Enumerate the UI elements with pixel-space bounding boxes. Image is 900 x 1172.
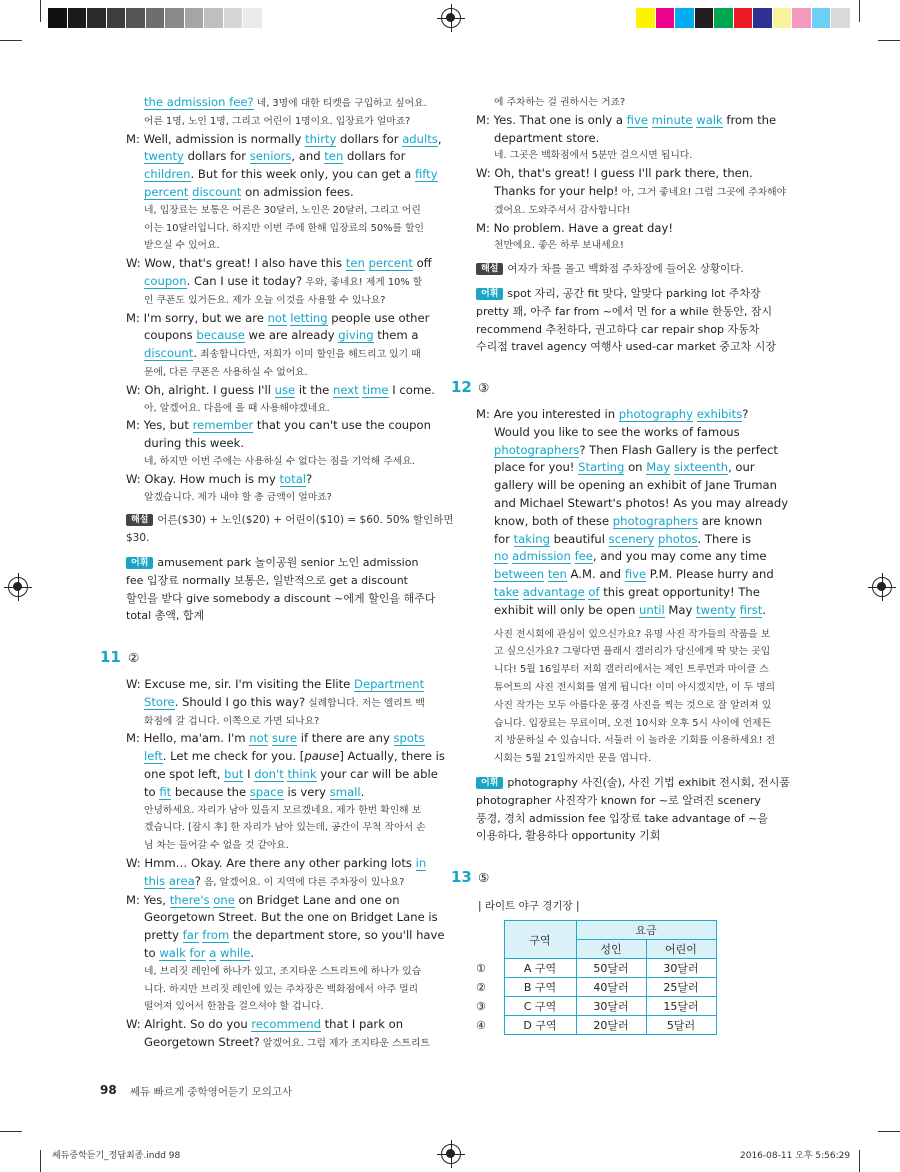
grayscale-bar [48, 8, 263, 28]
translation-line: 튜어트의 사진 전시회를 열게 됩니다! 이미 아시겠지만, 이 두 명의 [494, 681, 776, 693]
translation-line: 천만에요. 좋은 하루 보내세요! [494, 240, 624, 252]
dialogue-line: W: Okay. How much is my total? [126, 471, 313, 486]
dialogue-line: between ten A.M. and five P.M. Please hurry and [494, 567, 774, 582]
crop-mark [859, 1150, 860, 1172]
vocabulary: pretty 꽤, 아주 far from ~에서 먼 for a while 한동안, 잠시 [476, 304, 773, 318]
dialogue-line: department store. [494, 130, 600, 145]
dialogue-line: M: Well, admission is normally thirty dollars for adults, [126, 131, 442, 146]
dialogue-line: children. But for this week only, you can get a fifty [144, 167, 438, 182]
translation-line: 습니다. 입장료는 무료이며, 오전 10시와 오후 5시 사이에 언제든 [494, 717, 771, 729]
answer-12: ③ [478, 380, 490, 395]
right-column [476, 94, 787, 356]
table-row: ② B 구역 40달러 25달러 [476, 978, 716, 997]
vocabulary: 어휘 photography 사진(술), 사진 기법 exhibit 전시회, 전시품 [476, 774, 776, 792]
question-number-12: 12 [451, 378, 472, 396]
translation-line: 네, 입장료는 보통은 어른은 30달러, 노인은 20달러, 그리고 어린 [144, 204, 421, 216]
registration-mark-left [8, 577, 28, 597]
translation-line: 시회는 5월 21일까지만 문을 엽니다. [494, 753, 652, 765]
vocabulary: 어휘 amusement park 놀이공원 senior 노인 admission [126, 554, 426, 572]
translation-line: 화점에 갈 겁니다. 이쪽으로 가면 되나요? [144, 715, 320, 727]
dialogue-line: percent discount on admission fees. [144, 184, 354, 199]
explanation: 해설 어른($30) + 노인($20) + 어린이($10) = $60. 50% 할인하면 [126, 512, 426, 530]
vocabulary: 이용하다, 활용하다 opportunity 기회 [476, 829, 661, 843]
dialogue-line: during this week. [144, 436, 245, 451]
fee-table [476, 920, 717, 1035]
dialogue-line: W: Wow, that's great! I also have this ten percent off [126, 256, 432, 271]
vocabulary-badge: 어휘 [476, 288, 503, 300]
dialogue-line: M: No problem. Have a great day! [476, 220, 673, 235]
crop-mark [0, 40, 22, 41]
crop-mark [878, 1131, 900, 1132]
translation-line: 이는 10달러입니다. 하지만 이번 주에 한해 입장료의 50%를 할인 [144, 222, 424, 234]
q12-monologue [476, 406, 790, 845]
translation-line: 받으실 수 있어요. [144, 240, 220, 252]
dialogue-line: coupons because we are already giving them a [144, 328, 419, 343]
translation-line: 문에, 다른 쿠폰은 사용하실 수 없어요. [144, 366, 308, 378]
registration-mark-bottom [441, 1144, 461, 1164]
question-number-13: 13 [451, 868, 472, 886]
crop-mark [878, 40, 900, 41]
answer-11: ② [128, 650, 140, 665]
dialogue-line: Georgetown Street? 알겠어요. 그럼 제가 조지타운 스트리트 [144, 1034, 430, 1049]
dialogue-line: take advantage of this great opportunity! The [494, 584, 760, 599]
question-number-11: 11 [100, 648, 121, 666]
explanation: 해설 여자가 차를 몰고 백화점 주차장에 들어온 상황이다. [476, 261, 776, 279]
dialogue-line: M: I'm sorry, but we are not letting people use other [126, 310, 430, 325]
dialogue-line: pretty far from the department store, so you'll have [144, 928, 445, 943]
translation-line: 에 주차하는 걸 권하시는 거죠? [494, 97, 626, 108]
vocabulary: 수리점 travel agency 여행사 used-car market 중고차 시장 [476, 340, 777, 354]
translation-line: 님 차는 들어갈 수 없을 것 같아요. [144, 840, 289, 852]
translation-line: 네. 그곳은 백화점에서 5분만 걸으시면 됩니다. [494, 150, 693, 162]
translation-line: 안녕하세요. 자리가 남아 있을지 모르겠네요. 제가 한번 확인해 보 [144, 804, 422, 816]
vocabulary: recommend 추천하다, 권고하다 car repair shop 자동차 [476, 322, 760, 336]
translation-line: 인 쿠폰도 있거든요. 제가 오늘 이것을 사용할 수 있나요? [144, 294, 386, 306]
dialogue-line: the admission fee? 네, 3명에 대한 티켓을 구입하고 싶어요. [144, 95, 427, 109]
dialogue-line: Thanks for your help! 아, 그거 좋네요! 그럼 그곳에 주차해야 [494, 183, 787, 198]
vocabulary-badge: 어휘 [126, 557, 153, 569]
dialogue-line: Georgetown Street. But the one on Bridget Lane is [144, 910, 438, 925]
translation-line: 니다! 5월 16일부터 저희 갤러리에서는 제인 트루먼과 마이클 스 [494, 664, 769, 676]
translation-line: 지 방문하실 수 있습니다. 서둘러 이 놀라운 기회를 이용하세요! 전 [494, 735, 776, 747]
dialogue-line: gallery will be opening an exhibit of Jane Truman [494, 478, 778, 493]
color-bar [636, 8, 851, 28]
dialogue-line: W: Oh, that's great! I guess I'll park there, then. [476, 166, 753, 181]
table-row: ① A 구역 50달러 30달러 [476, 959, 716, 978]
explanation-badge: 해설 [126, 514, 153, 526]
dialogue-line: place for you! Starting on May sixteenth, our [494, 460, 755, 475]
crop-mark [859, 0, 860, 22]
table-row: ③ C 구역 30달러 15달러 [476, 997, 716, 1016]
file-name: 쎄듀중학듣기_정답최종.indd 98 [52, 1151, 181, 1161]
vocabulary: 어휘 spot 자리, 공간 fit 맞다, 알맞다 parking lot 주차장 [476, 285, 776, 303]
dialogue-line: M: Are you interested in photography exhibits? [476, 407, 749, 421]
explanation: $30. [126, 532, 150, 545]
dialogue-line: M: Yes, but remember that you can't use the coupon [126, 418, 431, 433]
translation-line: 떨어져 있어서 한참을 걸으셔야 할 겁니다. [144, 1001, 324, 1013]
book-title: 쎄듀 빠르게 중학영어듣기 모의고사 [130, 1086, 293, 1098]
dialogue-line: W: Hmm… Okay. Are there any other parking lots in [126, 855, 427, 870]
translation-line: 알겠습니다. 제가 내야 할 총 금액이 얼마죠? [144, 491, 332, 503]
dialogue-line: M: Yes. That one is only a five minute walk from the [476, 112, 777, 127]
dialogue-line: exhibit will only be open until May twenty first. [494, 602, 766, 617]
table-row: ④ D 구역 20달러 5달러 [476, 1016, 716, 1035]
vocabulary: 풍경, 경치 admission fee 입장료 take advantage of ~을 [476, 811, 768, 825]
q11-dialogue [126, 676, 445, 1053]
crop-mark [40, 0, 41, 22]
crop-mark [0, 1131, 22, 1132]
header-adult: 성인 [576, 940, 646, 959]
header-child: 어린이 [646, 940, 716, 959]
dialogue-line: photographers? Then Flash Gallery is the perfect [494, 442, 778, 457]
vocabulary: photographer 사진작가 known for ~로 알려진 scenery [476, 793, 761, 807]
answer-13: ⑤ [478, 870, 490, 885]
vocabulary: total 총액, 합계 [126, 609, 205, 623]
translation-line: 고 싶으신가요? 그렇다면 플래시 갤러리가 당신에게 딱 맞는 곳입 [494, 646, 771, 658]
translation-line: 사진 작가는 모두 아름다운 풍경 사진을 찍는 것으로 잘 알려져 있 [494, 699, 772, 711]
dialogue-line: know, both of these photographers are known [494, 513, 763, 528]
dialogue-line: left. Let me check for you. [pause] Actually, there is [144, 749, 445, 764]
dialogue-line: no admission fee, and you may come any time [494, 549, 767, 564]
translation-line: 어른 1명, 노인 1명, 그리고 어린이 1명이요. 입장료가 얼마죠? [144, 115, 411, 127]
dialogue-line: to walk for a while. [144, 945, 255, 960]
dialogue-line: M: Yes, there's one on Bridget Lane and one on [126, 892, 400, 907]
registration-mark-top [441, 8, 461, 28]
crop-mark [40, 1150, 41, 1172]
translation-line: 겠습니다. [잠시 후] 한 자리가 남아 있는데, 공간이 무척 작아서 손 [144, 822, 426, 834]
dialogue-line: discount. 죄송합니다만, 저희가 이미 할인을 해드리고 있기 때 [144, 346, 421, 361]
dialogue-line: W: Alright. So do you recommend that I park on [126, 1017, 404, 1032]
translation-line: 겠어요. 도와주셔서 감사합니다! [494, 204, 631, 216]
dialogue-line: coupon. Can I use it today? 우와, 좋네요! 제게 10% 할 [144, 273, 423, 288]
translation-line: 아, 알겠어요. 다음에 올 때 사용해야겠네요. [144, 402, 330, 414]
dialogue-line: this area? 음, 알겠어요. 이 지역에 다른 주차장이 있나요? [144, 873, 405, 888]
translation-line: 사진 전시회에 관심이 있으신가요? 유명 사진 작가들의 작품을 보 [494, 628, 771, 640]
vocabulary-badge: 어휘 [476, 777, 503, 789]
dialogue-line: one spot left, but I don't think your car will be able [144, 766, 438, 781]
table-caption: | 라이트 야구 경기장 | [478, 900, 580, 912]
vocabulary: 할인을 받다 give somebody a discount ~에게 할인을 해주다 [126, 591, 436, 605]
timestamp: 2016-08-11 오후 5:56:29 [740, 1151, 851, 1161]
translation-line: 니다. 하지만 브리짓 레인에 있는 주차장은 백화점에서 아주 멀리 [144, 983, 419, 995]
dialogue-line: Would you like to see the works of famous [494, 424, 740, 439]
explanation-badge: 해설 [476, 263, 503, 275]
dialogue-line: Store. Should I go this way? 실례합니다. 저는 엘리트 백 [144, 694, 425, 709]
dialogue-line: and Michael Stewart's photos! As you may already [494, 495, 789, 510]
vocabulary: fee 입장료 normally 보통은, 일반적으로 get a discount [126, 573, 408, 587]
dialogue-line: twenty dollars for seniors, and ten dollars for [144, 149, 406, 164]
header-zone: 구역 [504, 921, 576, 959]
registration-mark-right [872, 577, 892, 597]
translation-line: 네, 하지만 이번 주에는 사용하실 수 없다는 점을 기억해 주세요. [144, 455, 415, 467]
translation-line: 네, 브리짓 레인에 하나가 있고, 조지타운 스트리트에 하나가 있습 [144, 965, 422, 977]
dialogue-line: M: Hello, ma'am. I'm not sure if there are any spots [126, 731, 425, 746]
dialogue-line: to fit because the space is very small. [144, 784, 365, 799]
page-number: 98 [100, 1083, 117, 1097]
dialogue-line: for taking beautiful scenery photos. There is [494, 531, 752, 546]
dialogue-line: W: Oh, alright. I guess I'll use it the next time I come. [126, 382, 435, 397]
header-fee: 요금 [576, 921, 716, 940]
dialogue-line: W: Excuse me, sir. I'm visiting the Elite Department [126, 677, 425, 691]
left-column [126, 94, 454, 625]
